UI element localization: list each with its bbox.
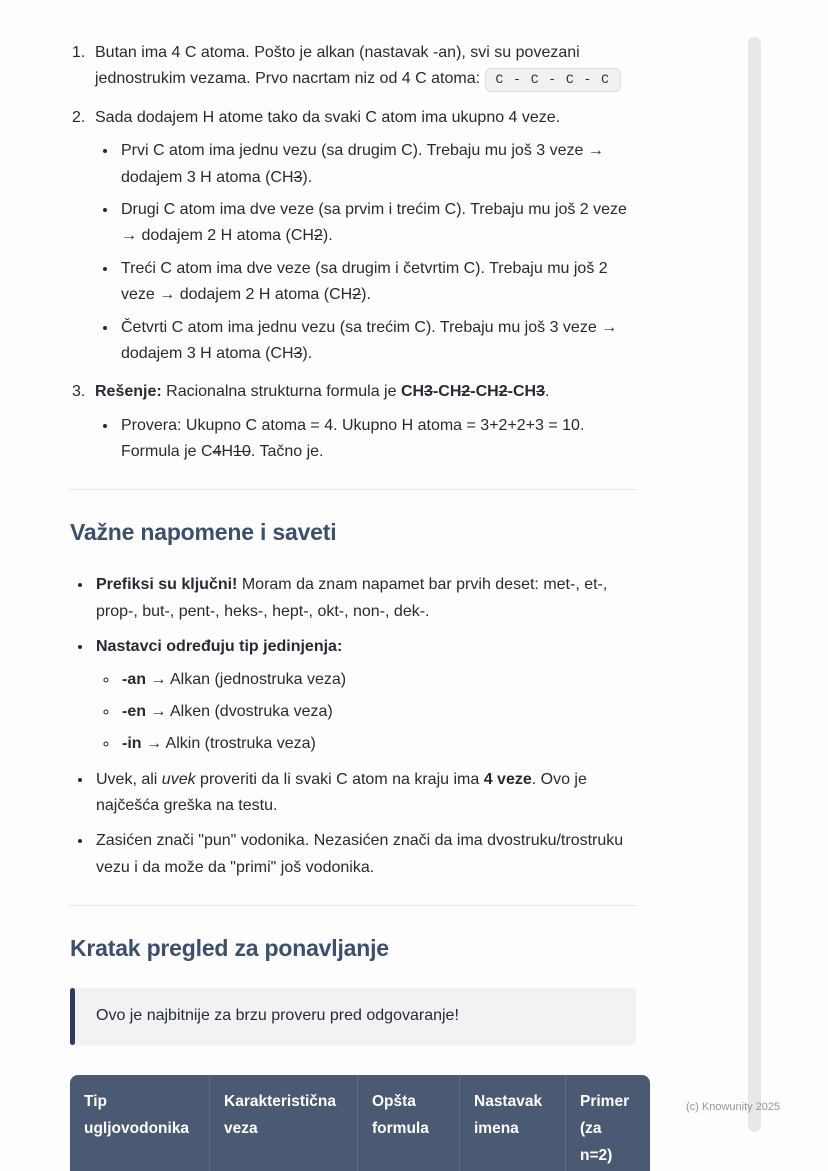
list-item: • Četvrti C atom ima jednu vezu (sa trećim C). Trebaju mu još 3 veze → dodajem 3 H atoma (CH3). xyxy=(118,315,636,368)
suffix-sublist xyxy=(96,667,636,758)
step-number: 3. xyxy=(72,383,86,401)
table-header-cell: Primer (za n=2) xyxy=(566,1075,650,1171)
step-2-sublist xyxy=(95,138,636,367)
step-text: Sada dodajem H atome tako da svaki C atom ima ukupno 4 veze. xyxy=(95,108,561,126)
table-header-cell: Nastavak imena xyxy=(460,1075,566,1171)
section-title-notes: Važne napomene i saveti xyxy=(70,519,337,546)
list-item: • Zasićen znači "pun" vodonika. Nezasićen znači da ima dvostruku/trostruku vezu i da može da "primi" još vodonika. xyxy=(93,828,636,881)
section-divider xyxy=(70,905,636,906)
scrollbar-thumb[interactable] xyxy=(748,37,761,1132)
list-item: • Uvek, ali uvek proveriti da li svaki C atom na kraju ima 4 veze. Ovo je najčešća greška na testu. xyxy=(93,767,636,820)
steps-list xyxy=(70,40,636,465)
step-item-3 xyxy=(70,379,636,465)
step-text: Butan ima 4 C atoma. Pošto je alkan (nastavak -an), svi su povezani jednostrukim vezama. Prvo nacrtam niz od 4 C atoma: C - C - C - C xyxy=(95,40,636,93)
list-item: ◦ -in → Alkin (trostruka veza) xyxy=(119,731,636,757)
list-item: • Prvi C atom ima jednu vezu (sa drugim C). Trebaju mu još 3 veze → dodajem 3 H atoma (CH3). xyxy=(118,138,636,191)
table-header-cell: Karakteristična veza xyxy=(210,1075,358,1171)
list-item: • Prefiksi su ključni! Moram da znam napamet bar prvih deset: met-, et-, prop-, but-, pent-, heks-, hept-, okt-, non-, dek-. xyxy=(93,572,636,625)
list-item-text: • Nastavci određuju tip jedinjenja: xyxy=(96,638,343,656)
list-item xyxy=(93,634,636,758)
list-item: • Provera: Ukupno C atoma = 4. Ukupno H atoma = 3+2+2+3 = 10. Formula je C4H10. Tačno je. xyxy=(118,413,636,466)
section-divider xyxy=(70,489,636,490)
section-title-review: Kratak pregled za ponavljanje xyxy=(70,935,389,962)
table-header-cell: Tip ugljovodonika xyxy=(70,1075,210,1171)
callout xyxy=(70,988,636,1044)
step-text: Rešenje: Racionalna strukturna formula je CH3-CH2-CH2-CH3. xyxy=(95,383,550,401)
watermark: (c) Knowunity 2025 xyxy=(686,1101,781,1113)
step-item-1 xyxy=(70,40,636,93)
list-item: ◦ -an → Alkan (jednostruka veza) xyxy=(119,667,636,693)
summary-table xyxy=(70,1075,650,1171)
callout-text: Ovo je najbitnije za brzu proveru pred odgovaranje! xyxy=(96,1007,459,1025)
table-header-row xyxy=(70,1075,650,1171)
step-item-2 xyxy=(70,105,636,368)
notes-list xyxy=(72,572,636,881)
list-item: • Drugi C atom ima dve veze (sa prvim i trećim C). Trebaju mu još 2 veze → dodajem 2 H atoma (CH2). xyxy=(118,197,636,250)
step-number: 2. xyxy=(72,108,86,126)
table-header-cell: Opšta formula xyxy=(358,1075,460,1171)
list-item: ◦ -en → Alken (dvostruka veza) xyxy=(119,699,636,725)
document-content xyxy=(70,40,636,1171)
list-item: • Treći C atom ima dve veze (sa drugim i četvrtim C). Trebaju mu još 2 veze → dodajem 2 H atoma (CH2). xyxy=(118,256,636,309)
step-3-sublist xyxy=(95,413,636,466)
step-number: 1. xyxy=(72,44,86,61)
